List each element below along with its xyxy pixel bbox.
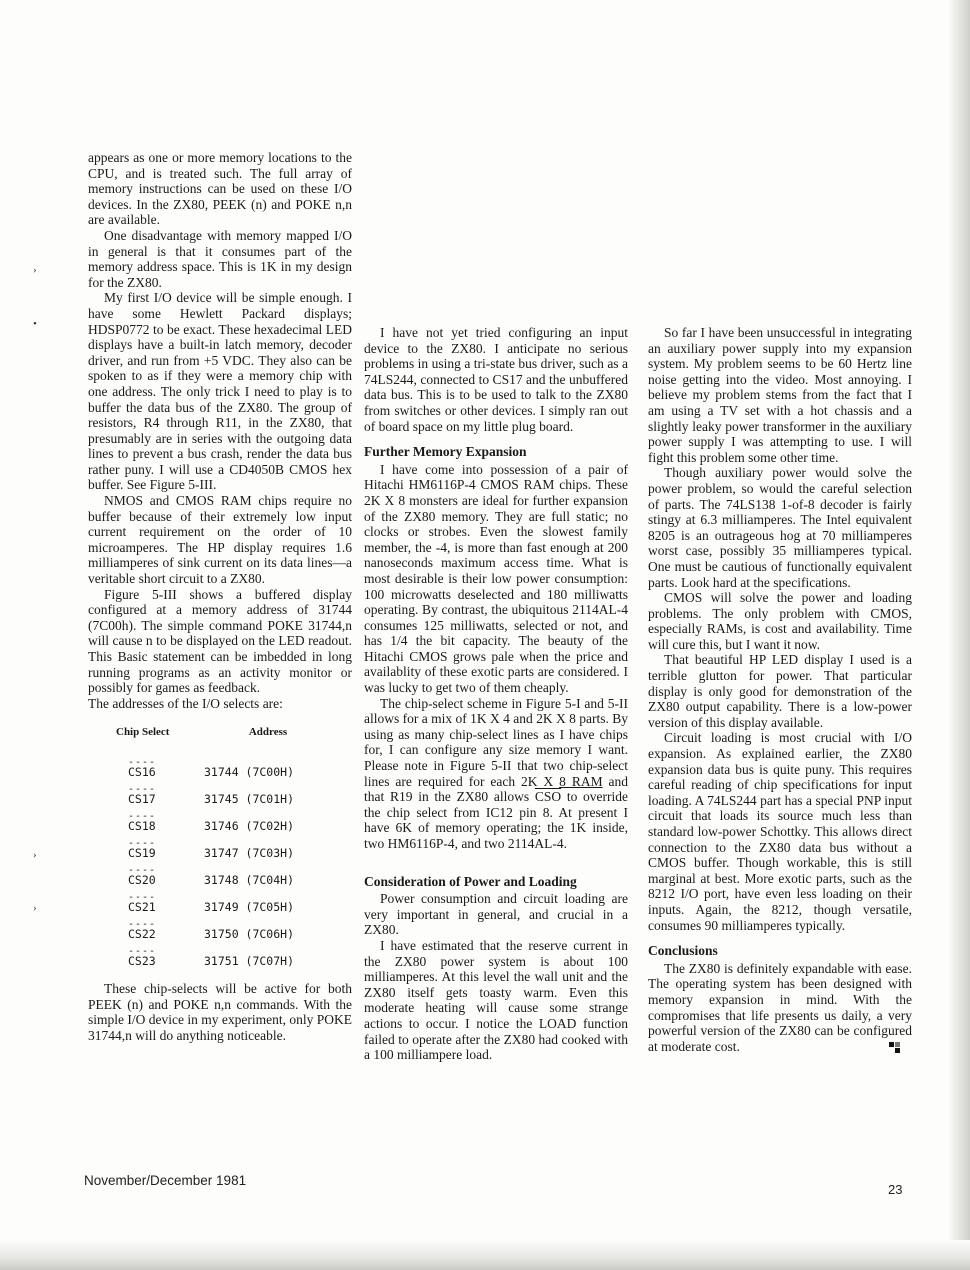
page-bottom-shadow: [0, 1240, 970, 1270]
chip-select-name: CS20: [128, 872, 156, 887]
paragraph: I have not yet tried configuring an input device to the ZX80. I anticipate no serious problems in using a tri-state bus driver, such as a 74LS244, connected to CS17 and the unbuffered data bus. This is to be used to talk to the ZX80 from switches or other devices. I simply ran out of board space on my little plug board.: [364, 325, 628, 434]
column-header-chip-select: Chip Select: [116, 726, 170, 739]
paragraph: CMOS will solve the power and loading problems. The only problem with CMOS, especially RAMs, is cost and availability. Time will cure this, but I want it now.: [648, 590, 912, 652]
column-left: [88, 150, 352, 1043]
issue-date-footer: November/December 1981: [84, 1173, 247, 1188]
table-row: [88, 755, 350, 782]
text-run: to override the chip select from IC12 pin 8. At present I have 6K of memory operating; the 1K inside, two HM6116P-4, and two 2114AL-4.: [364, 789, 629, 851]
paragraph: I have estimated that the reserve current in the ZX80 power system is about 100 milliamperes. At this level the wall unit and the ZX80 itself gets toasty warm. Even this moderate heating will cause some strange actions to occur. I notice the LOAD function failed to operate after the ZX80 had cooked with a 100 milliampere load.: [364, 937, 628, 1063]
end-of-article-icon: [889, 1042, 900, 1053]
table-row: [88, 917, 350, 944]
section-heading: Further Memory Expansion: [364, 444, 527, 460]
paragraph: My first I/O device will be simple enough. I have some Hewlett Packard displays; HDSP0772 to be exact. These hexadecimal LED displays have a built-in latch memory, decoder driver, and run from +5 VDC. They also can be spoken to as if they were a memory chip with one address. The only trick I need to play is to buffer the data bus of the ZX80. The group of resistors, R4 through R11, in the ZX80, that presumably are in series with the outgoing data lines to prevent a bus crash, render the data bus rather puny. I will use a CD4050B CMOS hex buffer. See Figure 5-III.: [88, 290, 352, 493]
page-number: 23: [888, 1182, 903, 1197]
paragraph: So far I have been unsuccessful in integrating an auxiliary power supply into my expansion system. My problem seems to be 60 Hertz line noise getting into the video. Most annoying. I believe my problem stems from the fact that I am using a TV set with a hot chassis and a slightly leaky power transformer in the auxiliary power supply I was attempting to use. I will fight this problem some other time.: [648, 325, 912, 465]
paragraph: [364, 696, 628, 852]
paragraph: Though auxiliary power would solve the power problem, so would the careful selection of parts. The 74LS138 1-of-8 decoder is fairly stingy at 6.3 milliamperes. The Intel equivalent 8205 is an outrageous hog at 70 milliamperes worst case, possibly 35 milliamperes typical. One must be cautious of functionally equivalent parts. Look hard at the specifications.: [648, 465, 912, 590]
chip-address: 31749 (7C05H): [204, 899, 295, 914]
paragraph: I have come into possession of a pair of Hitachi HM6116P-4 CMOS RAM chips. These 2K X 8 monsters are ideal for further expansion of the ZX80 memory. They are full static; no clocks or strobes. Even the slowest family member, the -4, is more than fast enough at 200 nanoseconds maximum access time. What is most desirable is their low power consumption: 100 microwatts deselected and 180 milliwatts operating. By contrast, the ubiquitous 2114AL-4 consumes 125 milliwatts, selected or not, and has 1/4 the bit capacity. The beauty of the Hitachi CMOS grows pale when the price and availablity of these exotic parts are considered. I was lucky to get two of them cheaply.: [364, 461, 628, 696]
underlined-text: 8 RAM: [559, 773, 603, 789]
chip-address: 31745 (7C01H): [204, 791, 295, 806]
table-row: [88, 836, 350, 863]
overlined-signal-name: $\overline{CSO}$: [534, 789, 562, 805]
column-header-address: Address: [248, 726, 288, 739]
chip-select-name: CS23: [128, 953, 156, 968]
overbar-dashes: ----: [128, 945, 157, 957]
binding-hole-mark: ›: [33, 902, 37, 914]
overbar-dashes: ----: [128, 837, 157, 849]
overbar-dashes: ----: [128, 918, 157, 930]
table-row: [88, 782, 350, 809]
binding-hole-mark: •: [33, 318, 37, 330]
paragraph: NMOS and CMOS RAM chips require no buffer because of their extremely low input current requirement on the order of 10 microamperes. The HP display requires 1.6 milliamperes of sink current on its data lines—a veritable short circuit to a ZX80.: [88, 493, 352, 587]
chip-address: 31746 (7C02H): [204, 818, 295, 833]
paragraph: Circuit loading is most crucial with I/O expansion. As explained earlier, the ZX80 expansion data bus is quite puny. This requires careful reading of chip specifications for input loading. A 74LS244 part has a special PNP input circuit that loads its source much less than standard low-power Schottky. This allows direct connection to the ZX80 data bus without a CMOS buffer. Though workable, this is still marginal at best. More exotic parts, such as the 8212 I/O port, have even less loading on their inputs. Again, the 8212, though versatile, consumes 90 milliamperes typically.: [648, 730, 912, 933]
text-run: The chip-select scheme in Figure 5-I and 5-II allows for a mix of 1K X 4 and 2K X 8 parts. By using as many chip-select lines as I have chips for, I can configure any size memory I want. Please note in Figure 5-II that two chip-select lines are required for each 2K X: [364, 695, 628, 789]
overbar-dashes: ----: [128, 756, 157, 768]
chip-select-name: CS17: [128, 791, 156, 806]
chip-address: 31750 (7C06H): [204, 926, 295, 941]
table-header: [88, 725, 350, 741]
table-row: [88, 809, 350, 836]
column-right: [648, 325, 912, 1054]
overbar-dashes: ----: [128, 783, 157, 795]
chip-address: 31751 (7C07H): [204, 953, 295, 968]
overbar-dashes: ----: [128, 864, 157, 876]
chip-address: 31744 (7C00H): [204, 764, 295, 779]
paragraph: That beautiful HP LED display I used is a terrible glutton for power. That particular display is only good for demonstration of the ZX80 output capability. There is a low-power version of this display available.: [648, 652, 912, 730]
paragraph: appears as one or more memory locations to the CPU, and is treated such. The full array of memory instructions can be used on these I/O devices. In the ZX80, PEEK (n) and POKE n,n are available.: [88, 150, 352, 228]
overbar-dashes: ----: [128, 891, 157, 903]
chip-select-name: CS21: [128, 899, 156, 914]
section-heading: Consideration of Power and Loading: [364, 873, 577, 889]
binding-hole-mark: ›: [33, 849, 37, 861]
column-middle: [364, 325, 628, 1063]
binding-hole-mark: ›: [33, 264, 37, 276]
chip-address: 31747 (7C03H): [204, 845, 295, 860]
paragraph: The addresses of the I/O selects are:: [88, 695, 283, 711]
paragraph: Power consumption and circuit loading are very important in general, and crucial in a ZX80.: [364, 891, 628, 938]
chip-address: 31748 (7C04H): [204, 872, 295, 887]
chip-select-name: CS18: [128, 818, 156, 833]
paragraph: These chip-selects will be active for both PEEK (n) and POKE n,n commands. With the simple I/O device in my experiment, only POKE 31744,n will do anything noticeable.: [88, 980, 352, 1043]
table-row: [88, 863, 350, 890]
paragraph: [648, 961, 912, 1055]
table-row: [88, 944, 350, 971]
paragraph: Figure 5-III shows a buffered display configured at a memory address of 31744 (7C00h). The simple command POKE 31744,n will cause n to be displayed on the LED readout. This Basic statement can be imbedded in long running programs as an activity monitor or possibly for games as feedback.: [88, 586, 352, 696]
chip-select-table: [88, 725, 350, 971]
page-edge-shadow: [948, 0, 970, 1270]
section-heading: Conclusions: [648, 943, 718, 959]
chip-select-name: CS16: [128, 764, 156, 779]
overbar-dashes: ----: [128, 810, 157, 822]
text-run: The ZX80 is definitely expandable with ease. The operating system has been designed with memory expansion in mind. With the compromises that life presents us daily, a very powerful version of the ZX80 can be configured at moderate cost.: [648, 960, 912, 1054]
table-row: [88, 890, 350, 917]
text-run: and that R19 in the ZX80 allows: [364, 773, 629, 805]
chip-select-name: CS22: [128, 926, 156, 941]
chip-select-name: CS19: [128, 845, 156, 860]
paragraph: One disadvantage with memory mapped I/O in general is that it consumes part of the memory address space. This is 1K in my design for the ZX80.: [88, 227, 352, 290]
